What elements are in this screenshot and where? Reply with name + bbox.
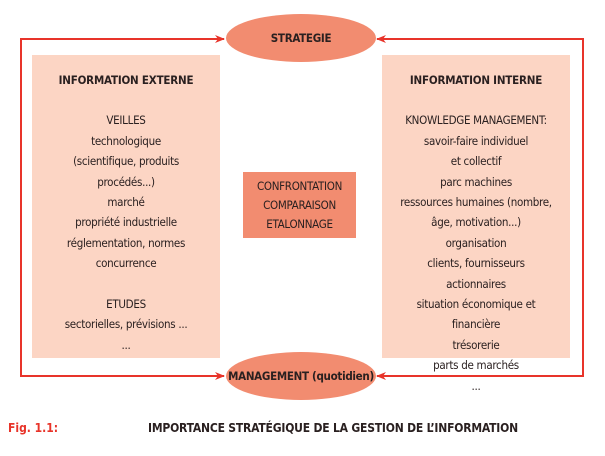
center-line: ETALONNAGE (266, 217, 333, 231)
list-item: technologique (91, 133, 161, 148)
list-item: VEILLES (106, 113, 146, 128)
external-information-panel (32, 55, 220, 358)
internal-information-panel (382, 55, 570, 393)
list-item: clients, fournisseurs (427, 256, 525, 271)
list-item: savoir-faire individuel (423, 133, 529, 148)
list-item: trésorerie (452, 337, 500, 352)
list-item: ETUDES (106, 297, 146, 312)
list-item: réglementation, normes (66, 235, 186, 250)
figure-title: IMPORTANCE STRATÉGIQUE DE LA GESTION DE L’INFORMATION (148, 421, 518, 435)
management-node (226, 352, 376, 400)
figure-number: Fig. 1.1: (8, 421, 59, 435)
list-item: KNOWLEDGE MANAGEMENT: (405, 113, 547, 128)
strategy-label: STRATEGIE (270, 31, 332, 45)
list-item: ... (471, 378, 481, 393)
list-item: ressources humaines (nombre, (400, 195, 552, 210)
list-item: situation économique et (416, 297, 536, 312)
list-item: actionnaires (446, 276, 506, 291)
list-item: (scientifique, produits (73, 154, 179, 169)
center-line: CONFRONTATION (256, 179, 343, 193)
internal-title: INFORMATION INTERNE (409, 73, 543, 87)
list-item: ... (121, 337, 131, 352)
strategy-node (226, 14, 376, 62)
list-item: marché (107, 195, 145, 210)
list-item: et collectif (450, 154, 502, 169)
list-item: concurrence (95, 256, 157, 271)
list-item: propriété industrielle (75, 215, 177, 230)
list-item: parc machines (440, 174, 512, 189)
center-line: COMPARAISON (263, 198, 336, 212)
confrontation-box (243, 172, 356, 238)
list-item: sectorielles, prévisions ... (64, 317, 188, 332)
list-item: financière (451, 317, 501, 332)
external-title: INFORMATION EXTERNE (58, 73, 194, 87)
list-item: parts de marchés (433, 358, 519, 373)
list-item: organisation (445, 235, 507, 250)
management-label: MANAGEMENT (quotidien) (228, 369, 374, 383)
list-item (32, 274, 220, 294)
list-item: âge, motivation...) (431, 215, 521, 230)
list-item: procédés...) (97, 174, 155, 189)
